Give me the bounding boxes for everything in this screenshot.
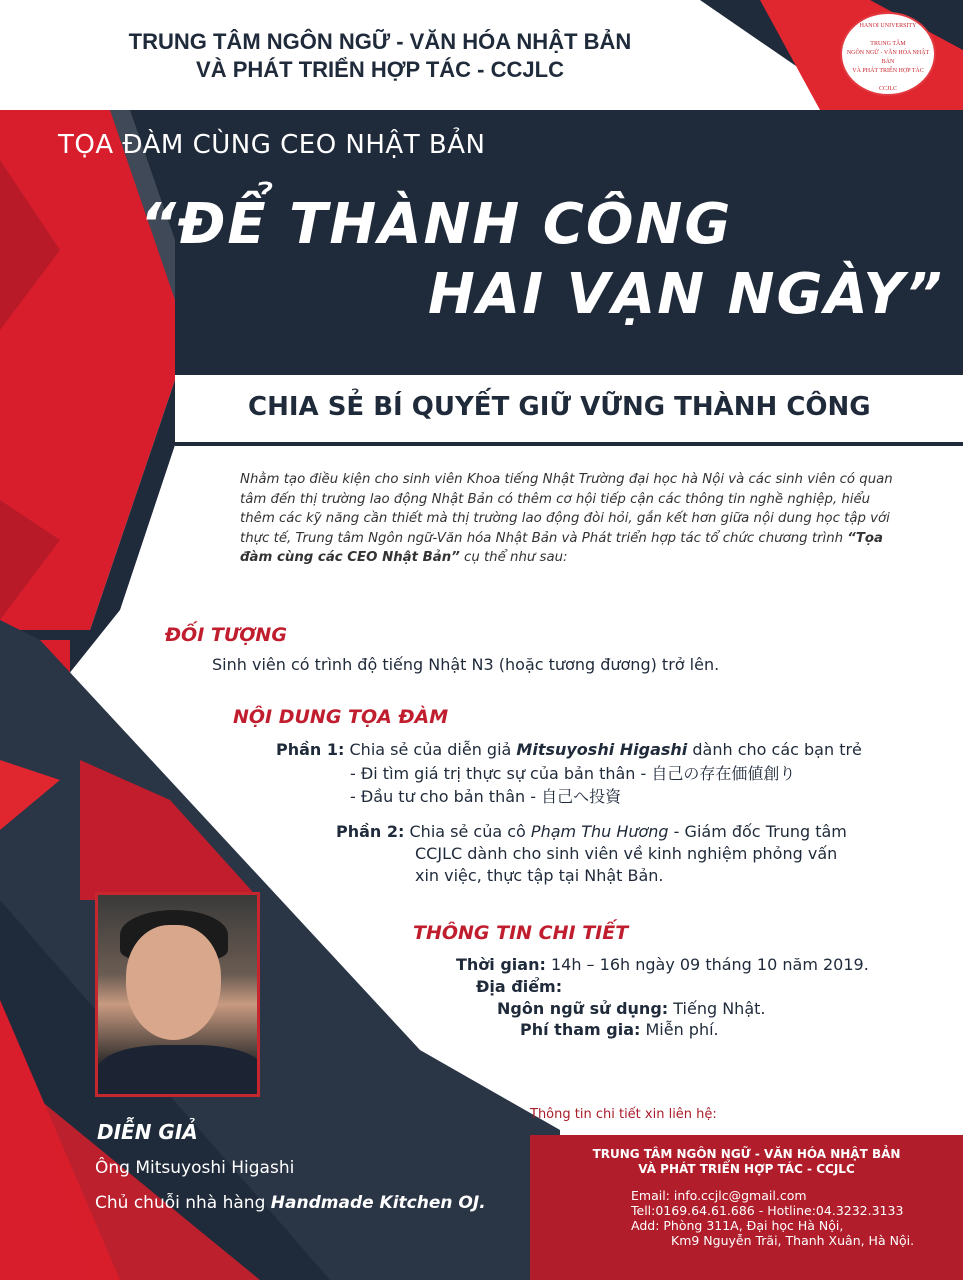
event-tagline: CHIA SẺ BÍ QUYẾT GIỮ VỮNG THÀNH CÔNG: [248, 392, 871, 422]
director-name: Phạm Thu Hương: [530, 822, 669, 841]
speaker-role: [95, 1193, 486, 1213]
speaker-name: Ông Mitsuyoshi Higashi: [95, 1158, 295, 1178]
part-1-item: - Đầu tư cho bản thân - 自己へ投資: [350, 787, 622, 806]
org-line-1: TRUNG TÂM NGÔN NGỮ - VĂN HÓA NHẬT BẢN: [128, 29, 632, 54]
detail-time: [456, 954, 869, 976]
speaker-photo: [95, 892, 260, 1097]
logo-line-3: VÀ PHÁT TRIỂN HỢP TÁC: [852, 68, 924, 74]
logo-top: HANOI UNIVERSITY: [859, 23, 917, 29]
intro-paragraph: [240, 470, 900, 568]
part-2-line-2: CCJLC dành cho sinh viên về kinh nghiệm phỏng vấn: [415, 844, 838, 863]
time-label: Thời gian:: [456, 955, 546, 974]
content-heading: NỘI DUNG TỌA ĐÀM: [233, 706, 449, 728]
fee-value: Miễn phí.: [640, 1020, 719, 1039]
part-1-item: - Đi tìm giá trị thực sự của bản thân - 自己の存在価値創り: [350, 764, 796, 783]
contact-details: [631, 1188, 914, 1248]
program-name: “Tọa đàm cùng các CEO Nhật Bản”: [240, 530, 884, 565]
intro-text: Nhằm tạo điều kiện cho sinh viên Khoa tiếng Nhật Trường đại học hà Nội và các sinh viên có quan tâm đến thị trường lao động Nhật Bản có thêm cơ hội tiếp cận các thông tin nghề nghiệp, hiểu thêm các kỹ năng cần thiết mà thị trường lao động đòi hỏi, gắn kết hơn giữa nội dung học tập với thực tế, Trung tâm Ngôn ngữ-Văn hóa Nhật Bản và Phát triển hợp tác tổ chức chương trình: [240, 472, 893, 546]
language-label: Ngôn ngữ sử dụng:: [497, 999, 669, 1018]
event-subtitle: TỌA ĐÀM CÙNG CEO NHẬT BẢN: [58, 130, 486, 160]
organization-name: [0, 28, 760, 84]
contact-phone: Tell:0169.64.61.686 - Hotline:04.3232.3133: [631, 1203, 904, 1218]
contact-intro: Thông tin chi tiết xin liên hệ:: [530, 1107, 717, 1122]
speaker-name-inline: Mitsuyoshi Higashi: [516, 740, 688, 759]
contact-org-1: TRUNG TÂM NGÔN NGỮ - VĂN HÓA NHẬT BẢN: [592, 1147, 901, 1161]
part-2-label: Phần 2:: [336, 822, 405, 841]
intro-tail: cụ thể như sau:: [459, 550, 568, 565]
ccjlc-logo: [840, 12, 936, 96]
part-1-label: Phần 1:: [276, 740, 345, 759]
detail-language: [497, 998, 765, 1020]
audience-text: Sinh viên có trình độ tiếng Nhật N3 (hoặc tương đương) trở lên.: [212, 655, 720, 674]
role-text: Chủ chuỗi nhà hàng: [95, 1193, 271, 1213]
part-2: [336, 821, 916, 887]
org-line-2: VÀ PHÁT TRIỂN HỢP TÁC - CCJLC: [196, 57, 564, 82]
contact-org-2: VÀ PHÁT TRIỂN HỢP TÁC - CCJLC: [638, 1162, 855, 1176]
event-title-line-2: HAI VẠN NGÀY”: [428, 262, 944, 327]
language-value: Tiếng Nhật.: [668, 999, 766, 1018]
fee-label: Phí tham gia:: [520, 1020, 641, 1039]
speaker-heading: DIỄN GIẢ: [97, 1120, 198, 1144]
part-1-tail: dành cho các bạn trẻ: [687, 740, 862, 759]
contact-email: Email: info.ccjlc@gmail.com: [631, 1188, 807, 1203]
contact-address-2: Km9 Nguyễn Trãi, Thanh Xuân, Hà Nội.: [671, 1233, 915, 1248]
part-1: [276, 739, 862, 761]
contact-address-1: Add: Phòng 311A, Đại học Hà Nội,: [631, 1218, 844, 1233]
logo-bottom: CCJLC: [878, 86, 897, 92]
time-value: 14h – 16h ngày 09 tháng 10 năm 2019.: [545, 955, 869, 974]
detail-fee: [520, 1019, 719, 1041]
contact-org: [530, 1147, 963, 1177]
part-2-text: Chia sẻ của cô: [409, 822, 531, 841]
place-label: Địa điểm:: [476, 977, 563, 996]
logo-line-2: NGÔN NGỮ - VĂN HÓA NHẬT BẢN: [846, 50, 930, 65]
part-2-tail: - Giám đốc Trung tâm: [668, 822, 847, 841]
part-2-line-3: xin việc, thực tập tại Nhật Bản.: [415, 866, 664, 885]
detail-place: [476, 976, 562, 998]
logo-line-1: TRUNG TÂM: [870, 41, 906, 47]
audience-heading: ĐỐI TƯỢNG: [165, 624, 287, 646]
details-heading: THÔNG TIN CHI TIẾT: [413, 922, 629, 944]
company-name: Handmade Kitchen OJ.: [270, 1193, 486, 1213]
part-1-text: Chia sẻ của diễn giả: [349, 740, 517, 759]
event-title-line-1: “ĐỂ THÀNH CÔNG: [140, 192, 733, 257]
